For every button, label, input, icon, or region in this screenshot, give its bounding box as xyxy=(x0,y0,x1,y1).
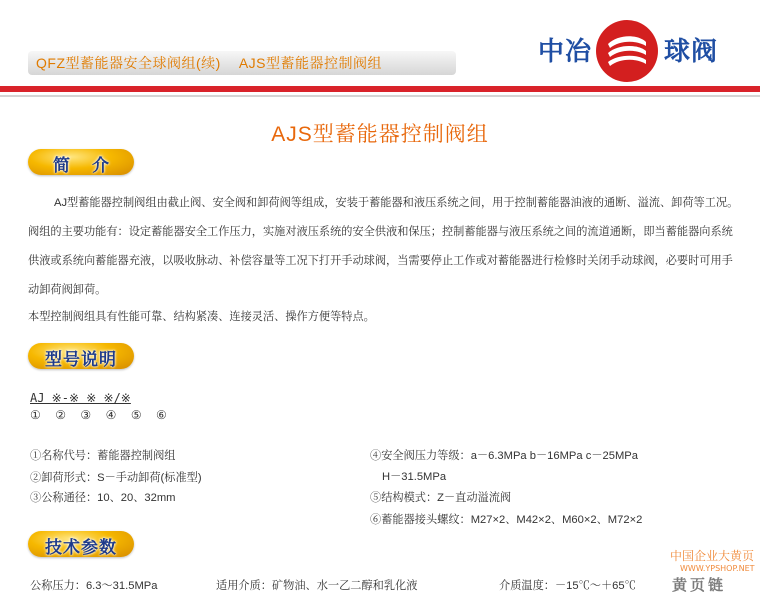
watermark-brand: 黄页链 xyxy=(672,576,727,594)
param-media: 适用介质：矿物油、水一乙二醇和乳化液 xyxy=(216,580,418,592)
model-code-positions: ① ② ③ ④ ⑤ ⑥ xyxy=(30,408,167,422)
section-label-tech: 技术参数 xyxy=(45,538,117,558)
param-temperature: 介质温度：－15℃～＋65℃ xyxy=(499,580,636,592)
page-title: AJS型蓄能器控制阀组 xyxy=(271,123,489,146)
company-logo-icon xyxy=(596,20,658,82)
header-divider-red xyxy=(0,86,760,92)
param-nominal-pressure: 公称压力：6.3～31.5MPa xyxy=(30,580,158,592)
intro-summary: 本型控制阀组具有性能可靠、结构紧凑、连接灵活、操作方便等特点。 xyxy=(28,311,375,323)
header-title-right: AJS型蓄能器控制阀组 xyxy=(238,55,383,71)
header-title xyxy=(36,53,382,73)
watermark-url: WWW.YPSHOP.NET xyxy=(680,564,755,573)
spec-nominal-diameter: ③公称通径：10、20、32mm xyxy=(30,492,176,504)
section-label-intro: 简介 xyxy=(53,156,131,176)
logo-text-left: 中冶 xyxy=(538,37,593,67)
model-code-pattern: AJ ※-※ ※ ※/※ xyxy=(30,391,131,405)
watermark-title: 中国企业大黄页 xyxy=(670,549,755,563)
logo-text-right: 球阀 xyxy=(664,37,719,67)
spec-unload-type: ②卸荷形式：S－手动卸荷(标准型) xyxy=(30,472,202,484)
spec-structure-mode: ⑤结构模式：Z－直动溢流阀 xyxy=(370,492,512,504)
header-divider-gray xyxy=(0,95,760,97)
header-title-left: QFZ型蓄能器安全球阀组(续) xyxy=(36,55,221,71)
spec-name-code: ①名称代号：蓄能器控制阀组 xyxy=(30,450,176,462)
section-label-model: 型号说明 xyxy=(45,350,117,370)
spec-connector-thread: ⑥蓄能器接头螺纹：M27×2、M42×2、M60×2、M72×2 xyxy=(370,514,643,526)
intro-paragraph: AJ型蓄能器控制阀组由截止阀、安全阀和卸荷阀等组成，安装于蓄能器和液压系统之间，用于控制蓄能器油液的通断、溢流、卸荷等工况。阀组的主要功能有：设定蓄能器安全工作压力，实施对液压系统的安全供液和保压；控制蓄能器与液压系统之间的流道通断，即当蓄能器向系统供液或系统向蓄能器充液，以吸收脉动、补偿容量等工况下打开手动球阀，当需要停止工作或对蓄能器进行检修时关闭手动球阀，必要时可用手动卸荷阀卸荷。 xyxy=(28,197,739,296)
spec-pressure-grade-cont: H－31.5MPa xyxy=(382,471,447,483)
model-code-diagram xyxy=(30,390,167,424)
spec-pressure-grade: ④安全阀压力等级：a－6.3MPa b－16MPa c－25MPa xyxy=(370,450,638,462)
